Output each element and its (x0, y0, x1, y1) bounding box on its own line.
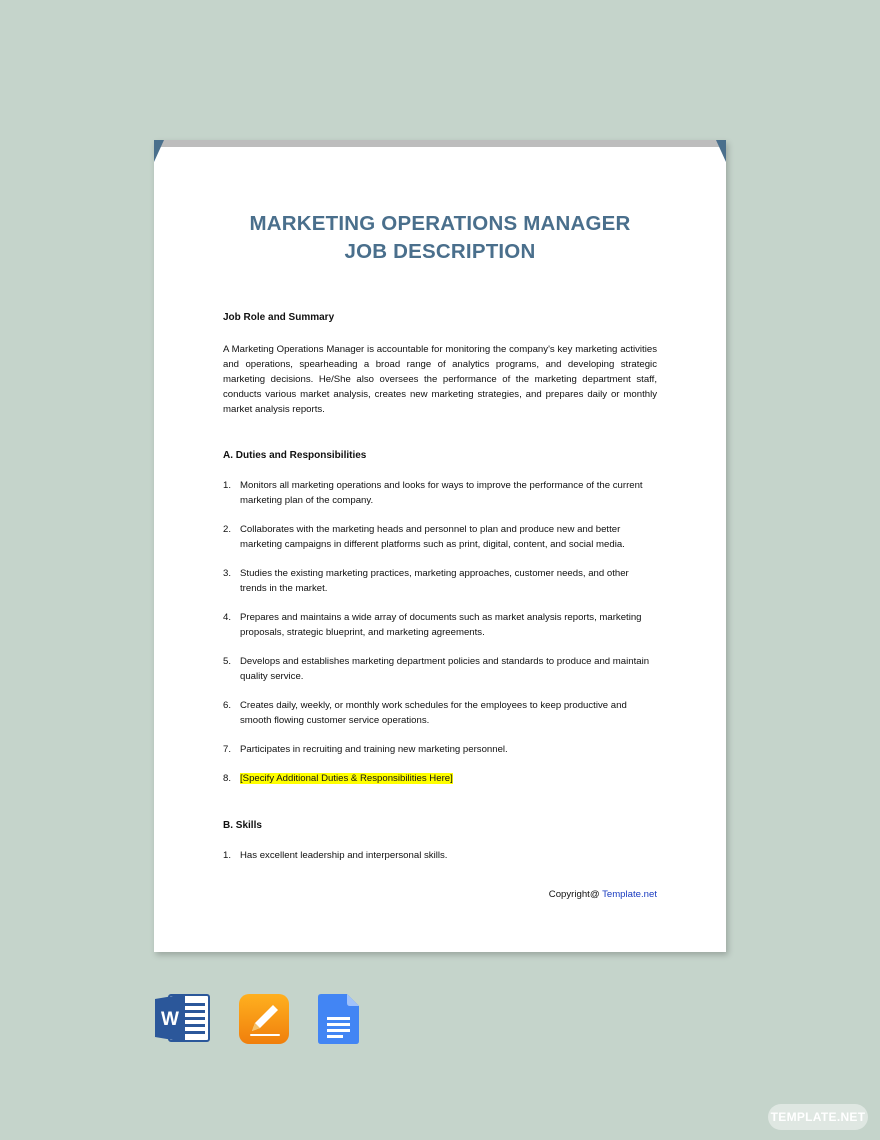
duty-text: Develops and establishes marketing department policies and standards to produce and maintain quality service. (240, 656, 650, 682)
title-line-2: JOB DESCRIPTION (344, 240, 536, 263)
copyright-notice (549, 889, 657, 900)
list-number: 6. (223, 700, 232, 711)
duty-text: Participates in recruiting and training new marketing personnel. (240, 744, 508, 755)
duty-item (223, 654, 657, 684)
highlighted-placeholder-text[interactable]: [Specify Additional Duties & Responsibilities Here] (240, 773, 453, 784)
duty-text: Studies the existing marketing practices, marketing approaches, customer needs, and other trends in the market. (240, 568, 629, 594)
document-body (223, 310, 657, 877)
watermark-badge: TEMPLATE.NET (768, 1104, 868, 1130)
duty-text: Prepares and maintains a wide array of documents such as market analysis reports, marketing proposals, strategic blueprint, and marketing agreements. (240, 612, 642, 638)
list-number: 7. (223, 744, 232, 755)
duty-item-placeholder (223, 771, 657, 786)
duty-item (223, 478, 657, 508)
document-page (154, 140, 726, 952)
list-number: 8. (223, 773, 232, 784)
pages-icon[interactable] (238, 993, 290, 1045)
list-number: 2. (223, 524, 232, 535)
skill-item (223, 848, 657, 863)
copyright-prefix: Copyright@ (548, 889, 603, 900)
page-top-bar (154, 140, 726, 147)
google-docs-icon[interactable] (318, 993, 360, 1045)
duty-text: Creates daily, weekly, or monthly work schedules for the employees to keep productive and smooth flowing customer service operations. (240, 700, 627, 726)
template-net-link[interactable]: Template.net (602, 889, 657, 900)
word-icon[interactable] (155, 993, 211, 1043)
list-number: 1. (223, 480, 232, 491)
duty-text: Collaborates with the marketing heads and personnel to plan and produce new and better marketing campaigns in different platforms such as print, digital, content, and social media. (240, 524, 625, 550)
list-number: 4. (223, 612, 232, 623)
list-number: 3. (223, 568, 232, 579)
skill-text: Has excellent leadership and interpersonal skills. (240, 850, 448, 861)
word-icon-letter: W (161, 1009, 179, 1030)
page-corner-right (716, 140, 726, 162)
list-number: 5. (223, 656, 232, 667)
duties-heading: A. Duties and Responsibilities (223, 450, 367, 461)
duty-item (223, 698, 657, 728)
list-number: 1. (223, 850, 232, 861)
summary-heading: Job Role and Summary (223, 312, 335, 323)
duty-item (223, 566, 657, 596)
duty-text: Monitors all marketing operations and looks for ways to improve the performance of the current marketing plan of the company. (240, 480, 643, 506)
skills-heading: B. Skills (223, 820, 262, 831)
title-line-1: MARKETING OPERATIONS MANAGER (249, 212, 631, 235)
document-title (154, 210, 726, 266)
page-corner-left (154, 140, 164, 162)
duty-item (223, 522, 657, 552)
duty-item (223, 742, 657, 757)
duty-item (223, 610, 657, 640)
summary-paragraph: A Marketing Operations Manager is accountable for monitoring the company's key marketing activities and operations, spearheading a broad range of analytics programs, and developing strategic marketing decisions. He/She also oversees the performance of the marketing department staff, conducts various market analysis, creates new marketing strategies, and prepares daily or monthly market analysis reports. (223, 344, 657, 415)
duties-list (223, 478, 657, 786)
skills-list (223, 848, 657, 863)
